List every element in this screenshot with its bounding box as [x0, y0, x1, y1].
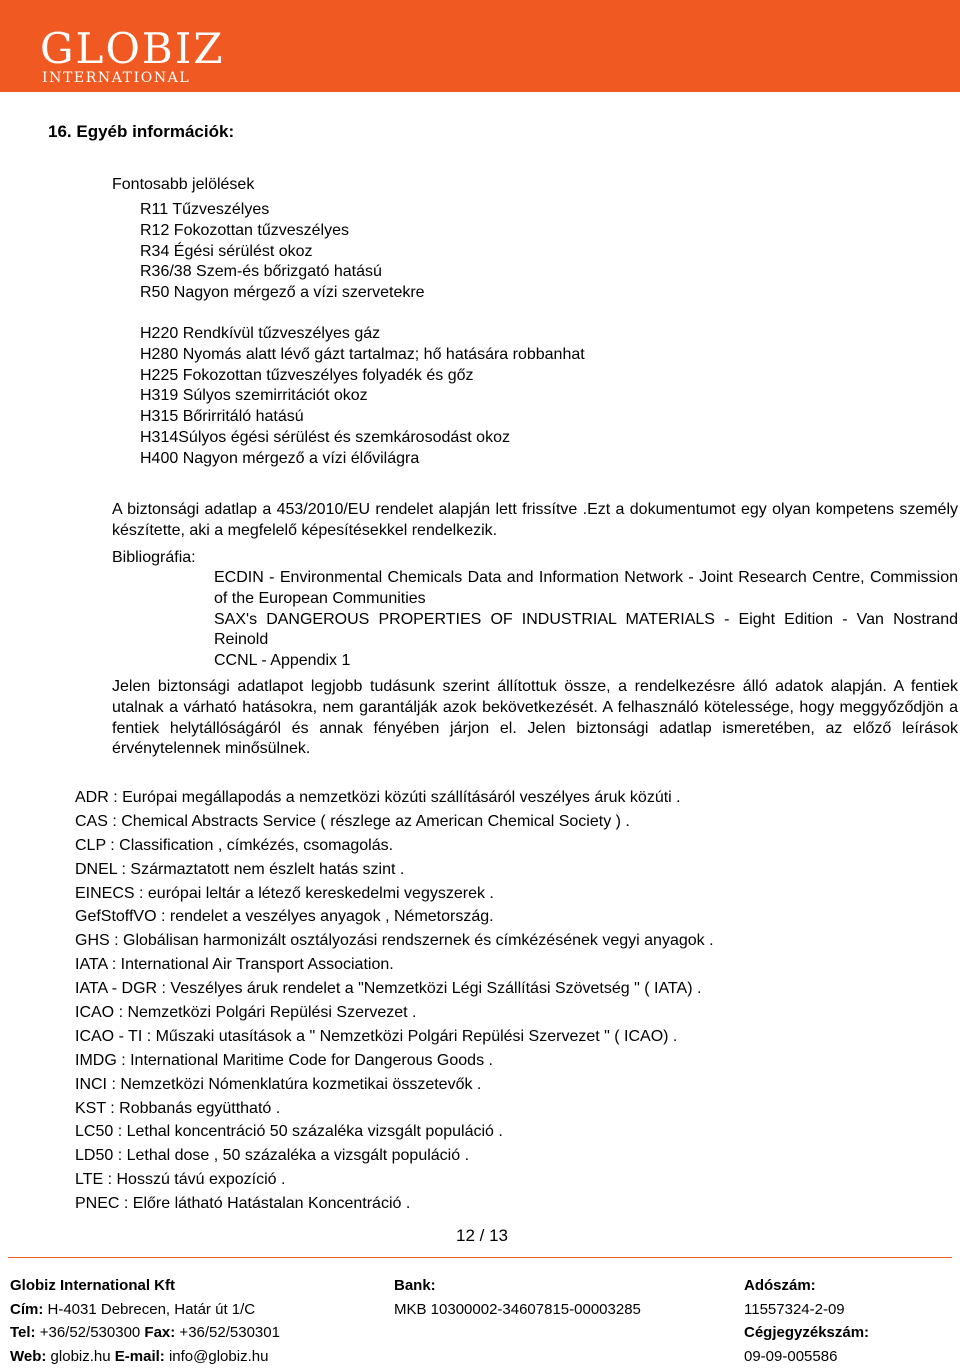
footer-email-label: E-mail:	[115, 1348, 165, 1365]
logo-main-text: GLOBIZ	[40, 28, 225, 70]
h-phrase: H280 Nyomás alatt lévő gázt tartalmaz; hő hatására robbanhat	[140, 345, 585, 366]
footer-tax-value: 11557324-2-09	[744, 1298, 869, 1322]
r-phrase: R11 Tűzveszélyes	[140, 200, 425, 221]
footer-reg-label: Cégjegyzékszám:	[744, 1321, 869, 1345]
h-phrase: H400 Nagyon mérgező a vízi élővilágra	[140, 449, 585, 470]
section-title: 16. Egyéb információk:	[48, 122, 234, 142]
h-phrase: H225 Fokozottan tűzveszélyes folyadék és gőz	[140, 366, 585, 387]
footer-bank-info	[394, 1274, 641, 1321]
footer-bank-label: Bank:	[394, 1274, 641, 1298]
abbreviation-item: ADR : Európai megállapodás a nemzetközi közúti szállításáról veszélyes áruk közúti .	[75, 786, 714, 810]
page-number: 12 / 13	[456, 1226, 508, 1246]
h-phrase: H314Súlyos égési sérülést és szemkárosodást okoz	[140, 428, 585, 449]
h-phrase: H315 Bőrirritáló hatású	[140, 407, 585, 428]
footer-address-label: Cím:	[10, 1301, 43, 1318]
footer-address-value: H-4031 Debrecen, Határ út 1/C	[43, 1301, 255, 1318]
abbreviation-item: ICAO - TI : Műszaki utasítások a " Nemzetközi Polgári Repülési Szervezet " ( ICAO) .	[75, 1025, 714, 1049]
bibliography-entry: ECDIN - Environmental Chemicals Data and Information Network - Joint Research Centre, Commission of the European Communities	[214, 568, 958, 610]
footer-divider	[8, 1257, 952, 1258]
footer-web-value: globiz.hu	[46, 1348, 114, 1365]
abbreviation-item: CAS : Chemical Abstracts Service ( részlege az American Chemical Society ) .	[75, 810, 714, 834]
abbreviation-item: IATA : International Air Transport Association.	[75, 953, 714, 977]
footer-web	[10, 1345, 280, 1368]
abbreviation-list	[75, 786, 714, 1216]
abbreviation-item: GHS : Globálisan harmonizált osztályozási rendszernek és címkézésének vegyi anyagok .	[75, 929, 714, 953]
footer-tel-label: Tel:	[10, 1324, 36, 1341]
abbreviation-item: LD50 : Lethal dose , 50 százaléka a vizsgált populáció .	[75, 1144, 714, 1168]
footer-tax-label: Adószám:	[744, 1274, 869, 1298]
h-phrase: H220 Rendkívül tűzveszélyes gáz	[140, 324, 585, 345]
abbreviation-item: IATA - DGR : Veszélyes áruk rendelet a "Nemzetközi Légi Szállítási Szövetség " ( IATA) .	[75, 977, 714, 1001]
r-phrase: R36/38 Szem-és bőrizgató hatású	[140, 262, 425, 283]
abbreviation-item: PNEC : Előre látható Hatástalan Koncentráció .	[75, 1192, 714, 1216]
company-logo	[40, 28, 225, 86]
abbreviation-item: INCI : Nemzetközi Nómenklatúra kozmetikai összetevők .	[75, 1073, 714, 1097]
abbreviation-item: LC50 : Lethal koncentráció 50 százaléka vizsgált populáció .	[75, 1120, 714, 1144]
abbreviation-item: GefStoffVO : rendelet a veszélyes anyagok , Németország.	[75, 905, 714, 929]
abbreviation-item: CLP : Classification , címkézés, csomagolás.	[75, 834, 714, 858]
bibliography-entry: SAX's DANGEROUS PROPERTIES OF INDUSTRIAL MATERIALS - Eight Edition - Van Nostrand Reinold	[214, 610, 958, 652]
r-phrase: R12 Fokozottan tűzveszélyes	[140, 221, 425, 242]
h-phrase-list	[140, 324, 585, 470]
r-phrase: R50 Nagyon mérgező a vízi szervetekre	[140, 283, 425, 304]
footer-company-name: Globiz International Kft	[10, 1274, 280, 1298]
h-phrase: H319 Súlyos szemirritációt okoz	[140, 386, 585, 407]
footer-email-value: info@globiz.hu	[165, 1348, 269, 1365]
footer-bank-value: MKB 10300002-34607815-00003285	[394, 1298, 641, 1322]
abbreviation-item: DNEL : Származtatott nem észlelt hatás szint .	[75, 858, 714, 882]
footer-registration-info	[744, 1274, 869, 1368]
abbreviation-item: ICAO : Nemzetközi Polgári Repülési Szervezet .	[75, 1001, 714, 1025]
footer-company-info	[10, 1274, 280, 1368]
logo-sub-text: INTERNATIONAL	[42, 70, 225, 86]
footer-fax-label: Fax:	[144, 1324, 175, 1341]
footer-reg-value: 09-09-005586	[744, 1345, 869, 1368]
regulation-statement: A biztonsági adatlap a 453/2010/EU rendelet alapján lett frissítve .Ezt a dokumentumot egy olyan kompetens személy készítette, aki a megfelelő képesítésekkel rendelkezik.	[112, 500, 958, 542]
r-phrase: R34 Égési sérülést okoz	[140, 242, 425, 263]
abbreviation-item: IMDG : International Maritime Code for Dangerous Goods .	[75, 1049, 714, 1073]
bibliography-entry: CCNL - Appendix 1	[214, 651, 958, 672]
footer-address	[10, 1298, 280, 1322]
r-phrase-list	[140, 200, 425, 304]
disclaimer-paragraph: Jelen biztonsági adatlapot legjobb tudásunk szerint állítottuk össze, a rendelkezésre álló adatok alapján. A fentiek utalnak a várható hatásokra, nem garantálják azok bekövetkezését. A felhasználó kötelessége, hogy meggyőződjön a fentiek helytállóságáról és annak fényében járjon el. Jelen biztonsági adatlap ismeretében, az előző leírások érvénytelennek minősülnek.	[112, 677, 958, 760]
abbreviation-item: LTE : Hosszú távú expozíció .	[75, 1168, 714, 1192]
bibliography-list	[214, 568, 958, 672]
footer-phone	[10, 1321, 280, 1345]
header-bar	[0, 0, 960, 92]
footer-tel-value: +36/52/530300	[36, 1324, 145, 1341]
labels-heading: Fontosabb jelölések	[112, 174, 254, 195]
bibliography-label: Bibliográfia:	[112, 547, 196, 568]
abbreviation-item: EINECS : európai leltár a létező kereskedelmi vegyszerek .	[75, 882, 714, 906]
abbreviation-item: KST : Robbanás együttható .	[75, 1097, 714, 1121]
footer-web-label: Web:	[10, 1348, 46, 1365]
footer-fax-value: +36/52/530301	[175, 1324, 280, 1341]
